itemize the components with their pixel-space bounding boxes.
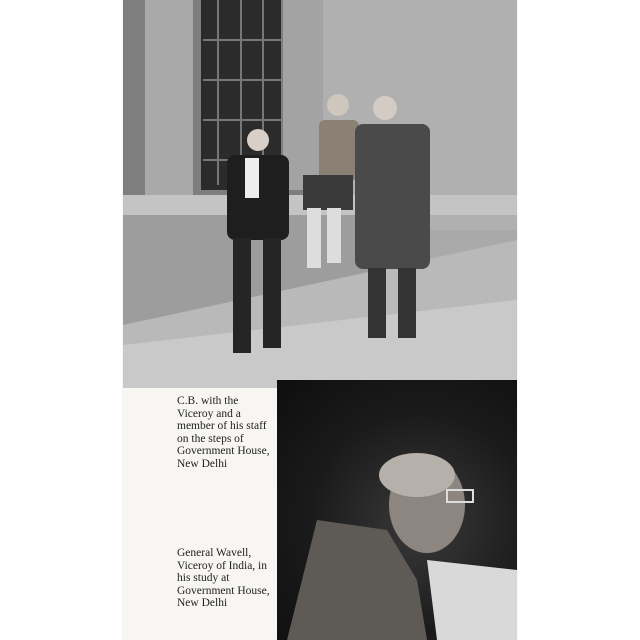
photo-three-men-on-steps	[123, 0, 517, 388]
photo-general-wavell-study	[277, 380, 517, 640]
caption-bottom-photo: General Wavell, Viceroy of India, in his study at Government House, New Delhi	[177, 547, 270, 609]
caption-top-photo: C.B. with the Viceroy and a member of his staff on the steps of Government House, New Delhi	[177, 395, 270, 470]
